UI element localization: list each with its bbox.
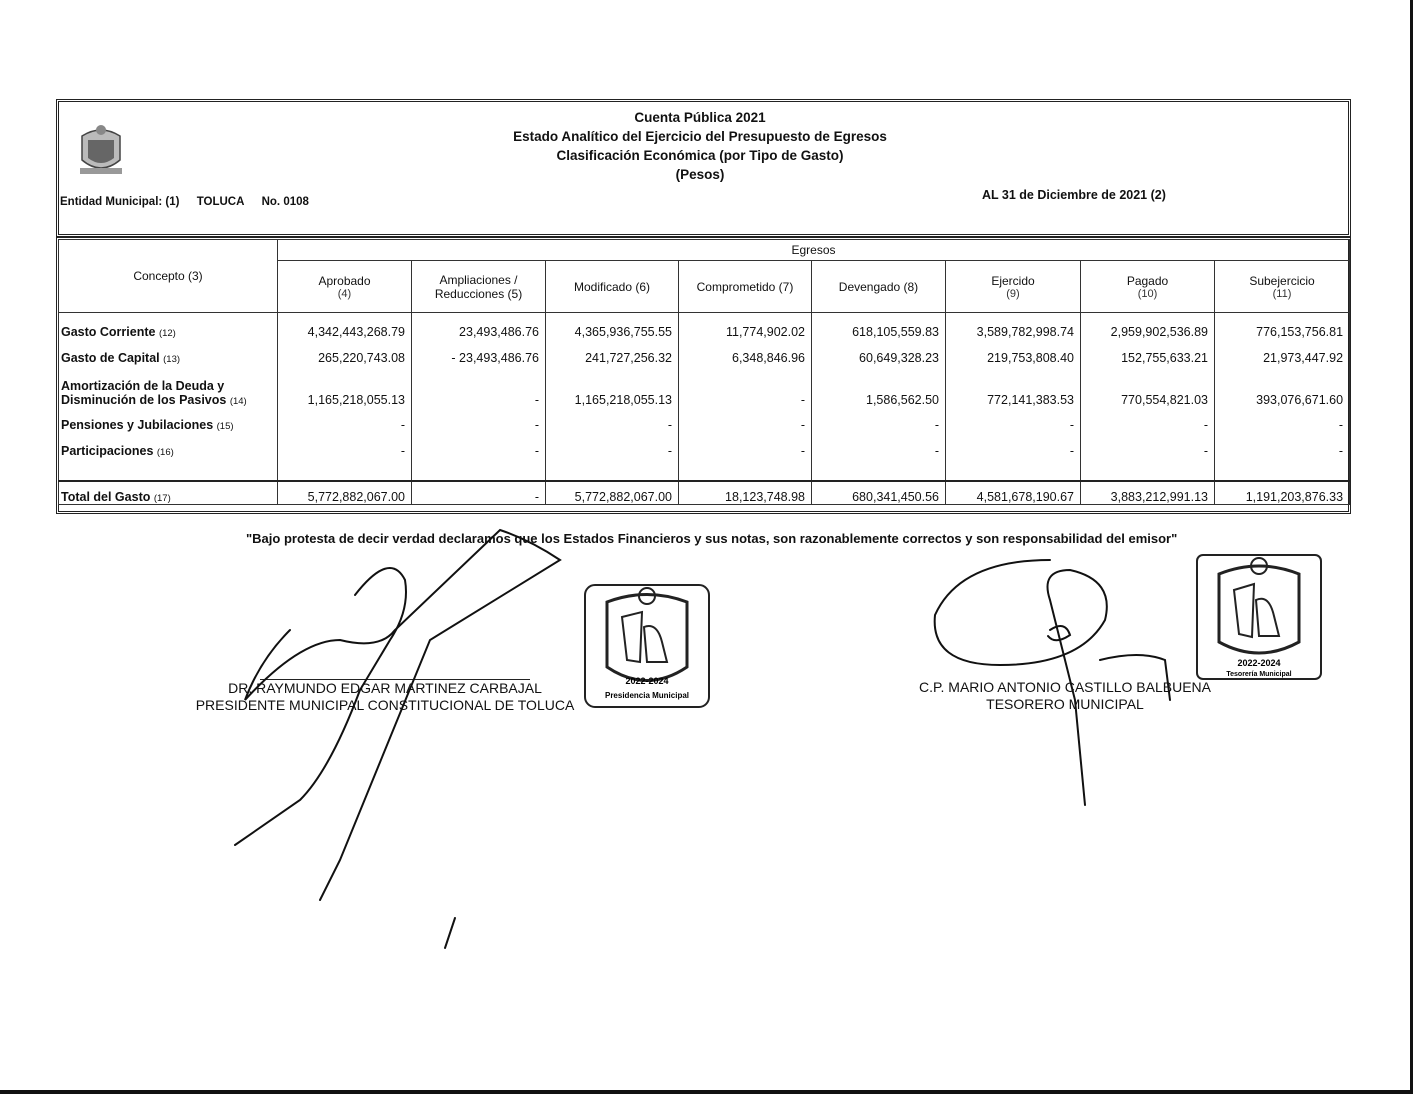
entity-number: No. 0108 [261,196,309,208]
table-row: Pensiones y Jubilaciones (15) - - - - - - - - [59,407,1350,432]
page-edge-bottom [0,1090,1413,1094]
municipal-seal-icon [74,122,128,178]
treasurer-signature-flourish [1048,626,1070,640]
col-pagado-header: Pagado (10) [1081,261,1215,313]
concept-header: Concepto (3) [59,240,278,313]
report-title: Cuenta Pública 2021 [634,110,766,125]
report-period: AL 31 de Diciembre de 2021 (2) [982,188,1166,202]
presidency-stamp-office: Presidencia Municipal [604,691,690,700]
table-spacer-row [59,458,1350,481]
entity-label: Entidad Municipal: (1) [60,196,180,208]
report-classification: Clasificación Económica (por Tipo de Gasto) [556,148,844,163]
table-row: Amortización de la Deuda y Disminución de los Pasivos (14) 1,165,218,055.13 - 1,165,218,055.13 - 1,586,562.50 772,141,383.53 770,554,821.03 393,076,671.60 [59,365,1350,407]
president-initial-stroke [445,918,455,948]
president-signature-stroke-2 [245,530,560,900]
signature-block-treasurer [905,679,1225,713]
president-name: DR. RAYMUNDO EDGAR MARTINEZ CARBAJAL [228,680,542,696]
president-title: PRESIDENTE MUNICIPAL CONSTITUCIONAL DE TOLUCA [195,697,575,713]
signature-block-president [180,679,590,714]
col-modificado-header: Modificado (6) [546,261,679,313]
col-ampliaciones-header: Ampliaciones / Reducciones (5) [412,261,546,313]
table-row: Gasto Corriente (12) 4,342,443,268.79 23,493,486.76 4,365,936,755.55 11,774,902.02 618,105,559.83 3,589,782,998.74 2,959,902,536.89 776,153,756.81 [59,313,1350,339]
treasurer-title: TESORERO MUNICIPAL [986,696,1144,712]
col-ejercido-header: Ejercido (9) [946,261,1081,313]
col-devengado-header: Devengado (8) [812,261,946,313]
treasury-stamp-years: 2022-2024 [1237,658,1281,668]
col-aprobado-header: Aprobado (4) [278,261,412,313]
col-subejercicio-header: Subejercicio (11) [1215,261,1350,313]
treasurer-name: C.P. MARIO ANTONIO CASTILLO BALBUENA [918,679,1211,695]
declaration-text: "Bajo protesta de decir verdad declaramos que los Estados Financieros y sus notas, son razonablemente correctos y son responsabilidad del emisor" [246,531,1178,546]
report-currency: (Pesos) [675,167,725,182]
presidency-stamp-years: 2022-2024 [625,676,669,686]
col-comprometido-header: Comprometido (7) [679,261,812,313]
entity-name: TOLUCA [196,196,245,208]
treasury-stamp-office: Tesorería Municipal [1226,671,1292,678]
table-row: Gasto de Capital (13) 265,220,743.08 - 23,493,486.76 241,727,256.32 6,348,846.96 60,649,328.23 219,753,808.40 152,755,633.21 21,973,447.92 [59,339,1350,365]
treasury-stamp-icon [1194,552,1324,682]
total-row: Total del Gasto (17) 5,772,882,067.00 - 5,772,882,067.00 18,123,748.98 680,341,450.56 4,581,678,190.67 3,883,212,991.13 1,191,203,876.33 [59,481,1350,505]
report-subtitle: Estado Analítico del Ejercicio del Presupuesto de Egresos [513,129,887,144]
presidency-stamp-icon [582,582,712,710]
entity-info [60,196,323,208]
table-row: Participaciones (16) - - - - - - - - [59,432,1350,458]
budget-table [58,239,1350,505]
egresos-header: Egresos [278,240,1350,261]
report-title-block [400,108,1000,184]
